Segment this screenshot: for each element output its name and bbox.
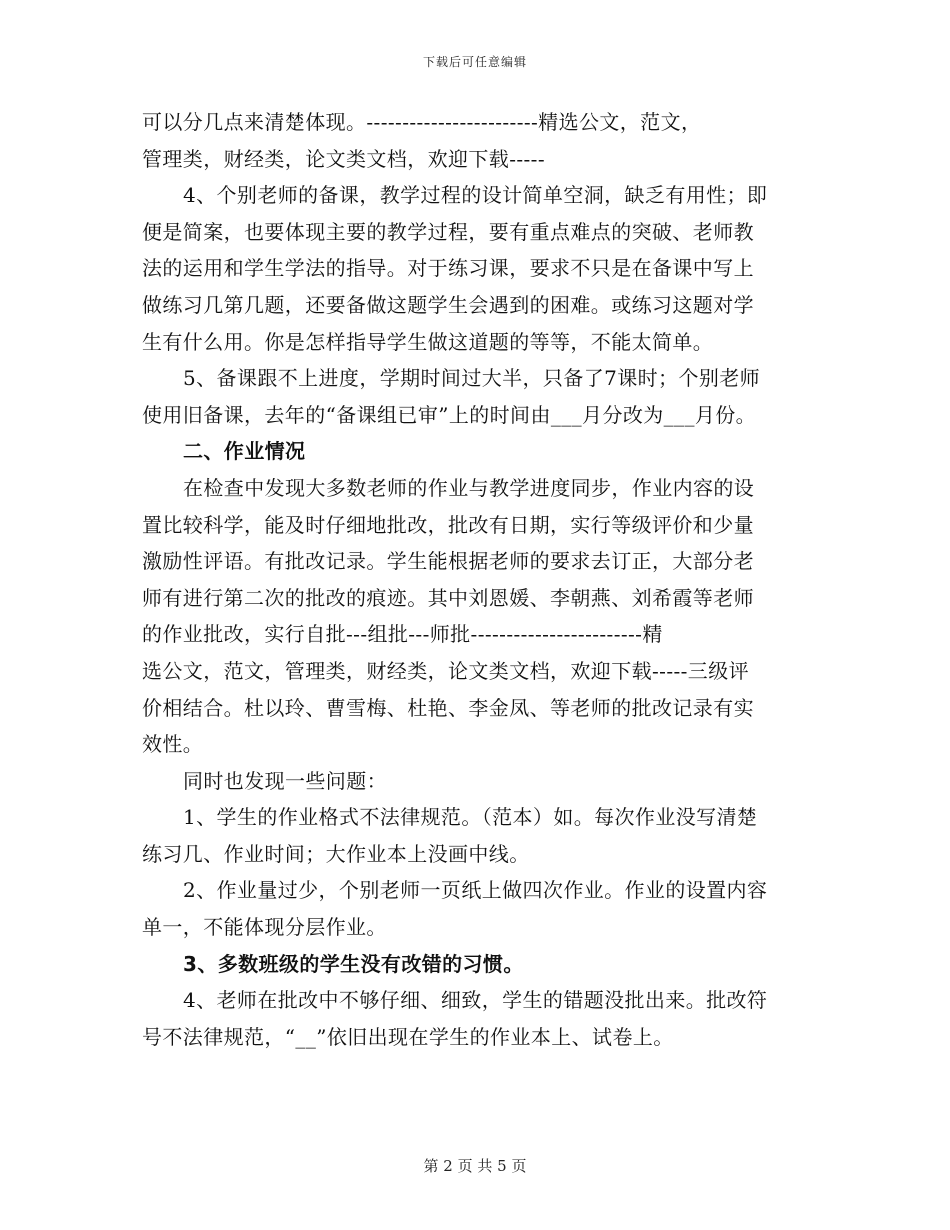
section-title: 二、作业情况 (183, 439, 306, 464)
paragraph-item-4 (142, 177, 810, 360)
text-line: 效性。 (142, 732, 204, 757)
text-line: 在检查中发现大多数老师的作业与教学进度同步，作业内容的设 (183, 475, 755, 500)
page-header: 下载后可任意编辑 (422, 55, 527, 69)
text-line: 1、学生的作业格式不法律规范。（范本）如。每次作业没写清楚 (183, 805, 758, 830)
text-line: 的作业批改，实行自批---组批---师批------------------------精 (142, 622, 663, 647)
paragraph-problem-2 (142, 872, 810, 945)
page-footer: 第 2 页 共 5 页 (423, 1157, 527, 1175)
paragraph-item-5 (142, 360, 810, 433)
text-line: 法的运用和学生学法的指导。对于练习课，要求不只是在备课中写上 (142, 256, 754, 281)
document-body (142, 104, 810, 1055)
paragraph-problem-3 (142, 946, 810, 983)
text-line: 价相结合。杜以玲、曹雪梅、杜艳、李金凤、等老师的批改记录有实 (142, 695, 754, 720)
text-line: 便是简案，也要体现主要的教学过程，要有重点难点的突破、老师教 (142, 219, 754, 244)
text-line: 管理类，财经类，论文类文档，欢迎下载----- (142, 146, 545, 171)
text-line: 4、老师在批改中不够仔细、细致，学生的错题没批出来。批改符 (183, 988, 768, 1013)
text-line: 3、多数班级的学生没有改错的习惯。 (183, 951, 524, 976)
text-line: 置比较科学，能及时仔细地批改，批改有日期，实行等级评价和少量 (142, 512, 754, 537)
text-line: 可以分几点来清楚体现。------------------------精选公文，范文， (142, 110, 702, 134)
text-line: 4、个别老师的备课，教学过程的设计简单空洞，缺乏有用性；即 (183, 183, 768, 208)
text-line: 生有什么用。你是怎样指导学生做这道题的等等，不能太简单。 (142, 329, 714, 354)
paragraph-continuation (142, 104, 810, 177)
text-line: 单一，不能体现分层作业。 (142, 915, 387, 940)
text-line: 5、备课跟不上进度，学期时间过大半，只备了7课时；个别老师 (183, 366, 761, 391)
text-line: 使用旧备课，去年的“备课组已审”上的时间由___月分改为___月份。 (142, 402, 757, 427)
text-line: 激励性评语。有批改记录。学生能根据老师的要求去订正，大部分老 (142, 549, 754, 574)
text-line: 2、作业量过少，个别老师一页纸上做四次作业。作业的设置内容 (183, 878, 768, 903)
text-line: 练习几、作业时间；大作业本上没画中线。 (142, 841, 530, 866)
paragraph-homework (142, 470, 810, 763)
text-line: 做练习几第几题，还要备做这题学生会遇到的困难。或练习这题对学 (142, 292, 754, 317)
text-line: 师有进行第二次的批改的痕迹。其中刘恩媛、李朝燕、刘希霞等老师 (142, 585, 754, 610)
paragraph-problems-intro (142, 763, 810, 800)
paragraph-problem-1 (142, 799, 810, 872)
section-heading (142, 433, 810, 470)
paragraph-problem-4 (142, 982, 810, 1055)
text-line: 号不法律规范，“__”依旧出现在学生的作业本上、试卷上。 (142, 1024, 674, 1049)
text-line: 选公文，范文，管理类，财经类，论文类文档，欢迎下载-----三级评 (142, 658, 749, 683)
text-line: 同时也发现一些问题： (183, 768, 387, 793)
